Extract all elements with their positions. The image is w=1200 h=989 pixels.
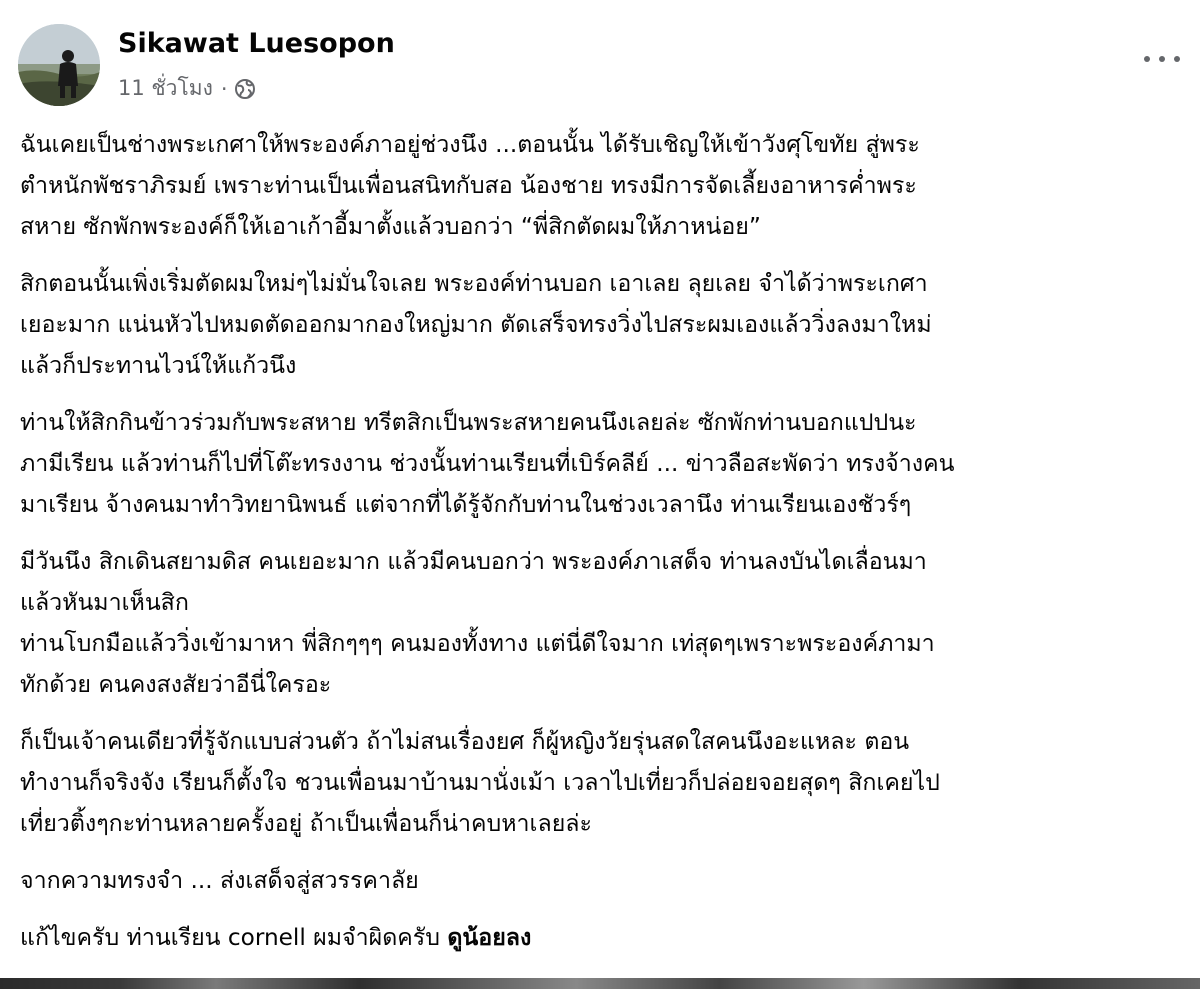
text-line: เที่ยวติ้งๆกะท่านหลายครั้งอยู่ ถ้าเป็นเพื่อนก็น่าคบหาเลยล่ะ [20, 810, 592, 837]
text-line: ภามีเรียน แล้วท่านก็ไปที่โต๊ะทรงงาน ช่วงนั้นท่านเรียนที่เบิร์คลีย์ ... ข่าวลือสะพัดว่า ทรงจ้างคน [20, 450, 955, 477]
paragraph-7 [20, 917, 1185, 958]
paragraph-1 [20, 124, 1185, 247]
post-header [18, 22, 1182, 106]
text-line: แล้วก็ประทานไวน์ให้แก้วนึง [20, 352, 297, 379]
author-name[interactable]: Sikawat Luesopon [118, 28, 395, 59]
paragraph-5 [20, 721, 1185, 844]
text-line: เยอะมาก แน่นหัวไปหมดตัดออกมากองใหญ่มาก ตัดเสร็จทรงวิ่งไปสระผมเองแล้ววิ่งลงมาใหม่ [20, 311, 932, 338]
text-line: ทำงานก็จริงจัง เรียนก็ตั้งใจ ชวนเพื่อนมาบ้านมานั่งเม้า เวลาไปเที่ยวก็ปล่อยจอยสุดๆ สิกเคยไป [20, 769, 940, 796]
more-dot [1144, 56, 1150, 62]
paragraph-6 [20, 860, 1185, 901]
paragraph-3 [20, 402, 1185, 525]
avatar-image [18, 24, 100, 106]
more-options-icon[interactable] [1144, 52, 1180, 66]
more-dot [1174, 56, 1180, 62]
text-line: ก็เป็นเจ้าคนเดียวที่รู้จักแบบส่วนตัว ถ้าไม่สนเรื่องยศ ก็ผู้หญิงวัยรุ่นสดใสคนนึงอะแหละ ตอน [20, 728, 910, 755]
text-line: มาเรียน จ้างคนมาทำวิทยานิพนธ์ แต่จากที่ได้รู้จักกับท่านในช่วงเวลานึง ท่านเรียนเองชัวร์ๆ [20, 491, 912, 518]
text-line: แล้วหันมาเห็นสิก [20, 589, 189, 616]
text-line: ตำหนักพัชราภิรมย์ เพราะท่านเป็นเพื่อนสนิทกับสอ น้องชาย ทรงมีการจัดเลี้ยงอาหารค่ำพระ [20, 172, 917, 199]
text-line: สิกตอนนั้นเพิ่งเริ่มตัดผมใหม่ๆไม่มั่นใจเลย พระองค์ท่านบอก เอาเลย ลุยเลย จำได้ว่าพระเกศา [20, 270, 928, 297]
text-line: ทักด้วย คนคงสงสัยว่าอีนี่ใครอะ [20, 671, 332, 698]
post-body [20, 124, 1185, 958]
meta-separator: · [220, 76, 228, 101]
text-line: สหาย ซักพักพระองค์ก็ให้เอาเก้าอี้มาตั้งแล้วบอกว่า “พี่สิกตัดผมให้ภาหน่อย” [20, 213, 761, 240]
post-image-preview[interactable] [0, 978, 1200, 989]
text-line: จากความทรงจำ ... ส่งเสด็จสู่สวรรคาลัย [20, 867, 419, 894]
paragraph-2 [20, 263, 1185, 386]
more-dot [1159, 56, 1165, 62]
see-less-link[interactable]: ดูน้อยลง [447, 924, 532, 951]
avatar[interactable] [18, 24, 100, 106]
edit-note-text: แก้ไขครับ ท่านเรียน cornell ผมจำผิดครับ [20, 924, 448, 951]
post-time[interactable]: 11 ชั่วโมง [118, 76, 213, 100]
post-meta [118, 72, 256, 105]
text-line: มีวันนึง สิกเดินสยามดิส คนเยอะมาก แล้วมีคนบอกว่า พระองค์ภาเสด็จ ท่านลงบันไดเลื่อนมา [20, 548, 927, 575]
text-line: ท่านให้สิกกินข้าวร่วมกับพระสหาย ทรีตสิกเป็นพระสหายคนนึงเลยล่ะ ซักพักท่านบอกแปปนะ [20, 409, 917, 436]
text-line [20, 917, 1185, 958]
paragraph-4 [20, 541, 1185, 705]
text-line: ท่านโบกมือแล้ววิ่งเข้ามาหา พี่สิกๆๆๆ คนมองทั้งทาง แต่นี่ดีใจมาก เท่สุดๆเพราะพระองค์ภามา [20, 630, 935, 657]
globe-icon[interactable] [234, 78, 256, 100]
text-line: ฉันเคยเป็นช่างพระเกศาให้พระองค์ภาอยู่ช่วงนึง ...ตอนนั้น ได้รับเชิญให้เข้าวังศุโขทัย สู่พระ [20, 131, 920, 158]
